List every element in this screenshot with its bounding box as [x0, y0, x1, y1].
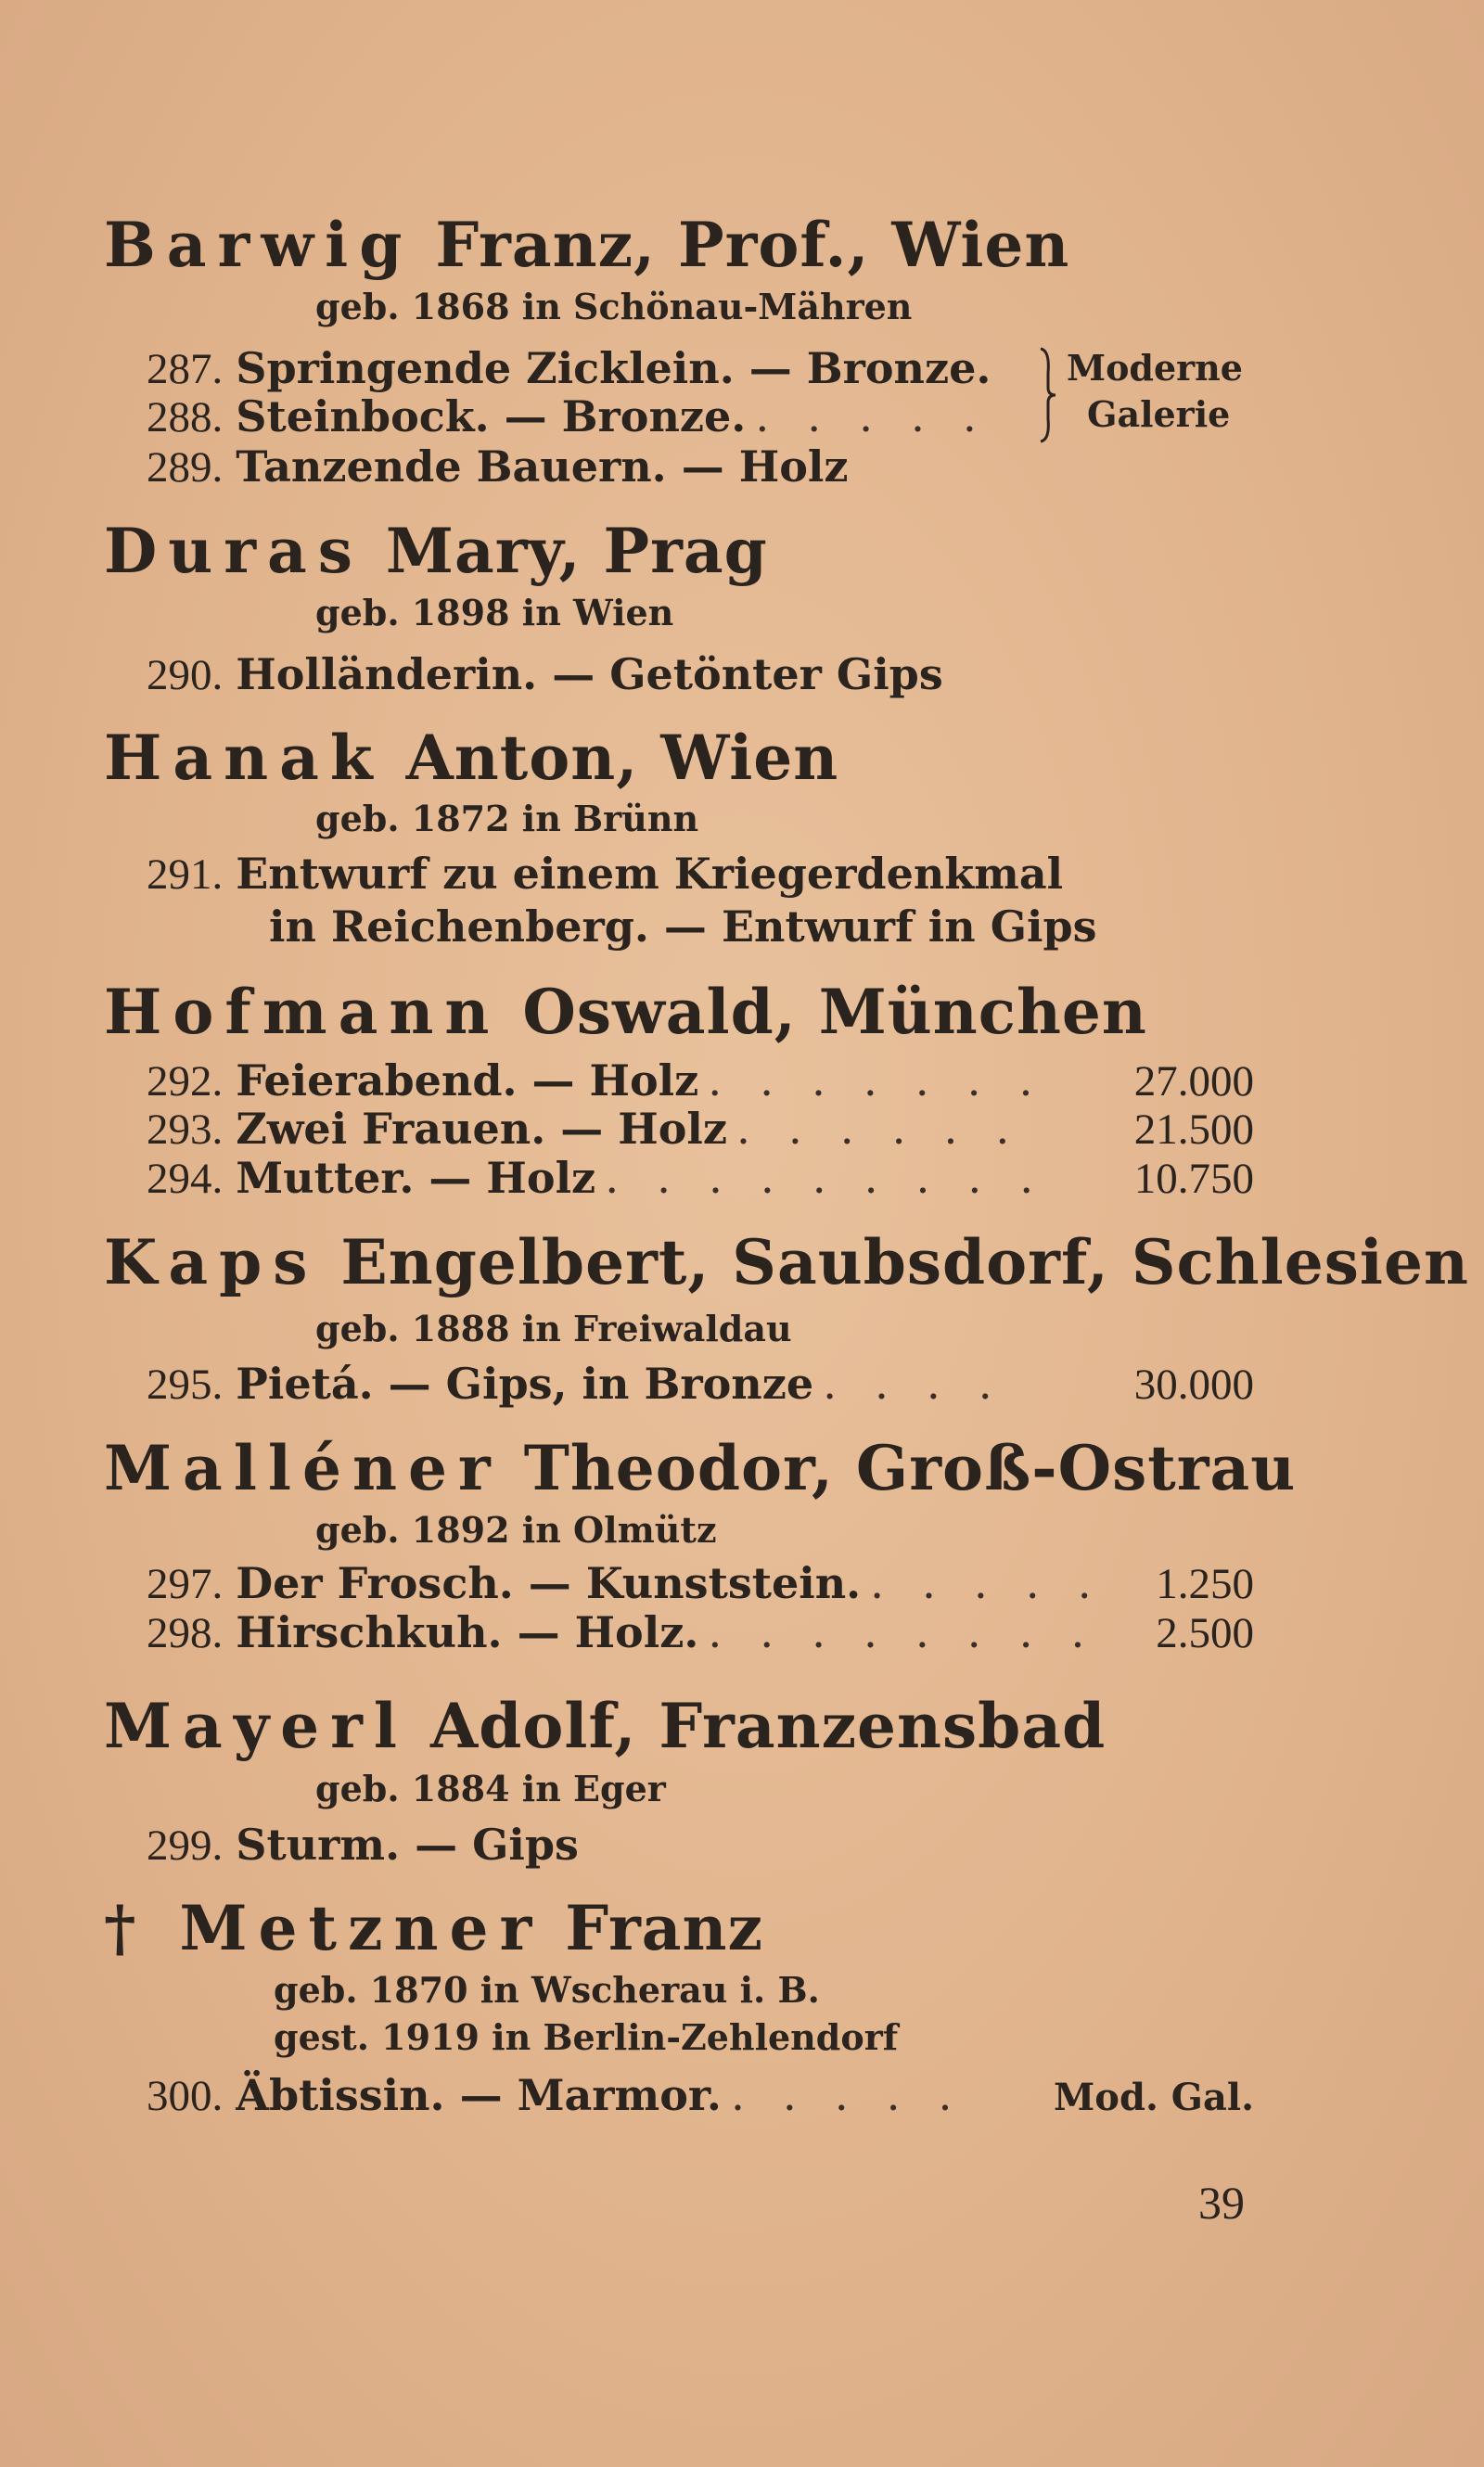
artist-heading: [104, 976, 1147, 1048]
artist-surname: Barwig: [104, 209, 414, 281]
birth-info: geb. 1892 in Olmütz: [315, 1509, 717, 1551]
catalog-entry: [147, 2070, 1254, 2121]
leader-dots: . . . . .: [870, 1558, 1104, 1609]
catalog-entry: [147, 1359, 1254, 1410]
entry-title: Tanzende Bauern. — Holz: [236, 441, 849, 492]
entry-title: Sturm. — Gips: [236, 1820, 579, 1870]
entry-number: 297.: [147, 1560, 224, 1608]
entry-number: 288.: [147, 393, 224, 441]
entry-title: Springende Zicklein. — Bronze.: [236, 343, 991, 393]
artist-details: Oswald, München: [522, 976, 1147, 1048]
birth-info: geb. 1870 in Wscherau i. B.: [274, 1969, 820, 2011]
artist-heading: [104, 1690, 1106, 1762]
entry-number: 300.: [147, 2072, 224, 2120]
artist-details: Anton, Wien: [405, 722, 839, 794]
entry-price: 10.750: [1133, 1155, 1254, 1203]
catalog-entry: [147, 1607, 1254, 1658]
leader-dots: . . . .: [823, 1359, 1004, 1410]
catalog-entry: [147, 649, 1254, 700]
artist-details: Mary, Prag: [385, 515, 768, 587]
artist-surname: Hofmann: [104, 976, 501, 1048]
artist-surname: Kaps: [104, 1226, 319, 1298]
entry-price: 30.000: [1133, 1361, 1254, 1409]
location-note: Galerie: [1087, 393, 1231, 435]
entry-location: Mod. Gal.: [1054, 2076, 1254, 2119]
leader-dots: . . . . . . . . .: [605, 1153, 1046, 1204]
entry-title: Hirschkuh. — Holz.: [236, 1607, 699, 1657]
entry-title: Pietá. — Gips, in Bronze: [236, 1359, 814, 1409]
leader-dots: . . . . .: [755, 391, 989, 442]
artist-heading: [104, 515, 768, 587]
catalog-entry: [147, 1820, 1254, 1871]
artist-details: Franz, Prof., Wien: [435, 209, 1070, 281]
entry-title: Zwei Frauen. — Holz: [236, 1104, 728, 1154]
catalog-entry: [147, 1104, 1254, 1155]
artist-heading: [104, 1892, 763, 1964]
artist-details: Franz: [565, 1892, 763, 1964]
catalog-entry: [147, 1153, 1254, 1204]
brace-mark: [1037, 345, 1059, 445]
entry-continuation: in Reichenberg. — Entwurf in Gips: [269, 901, 1097, 952]
artist-surname: † Metzner: [104, 1892, 544, 1964]
entry-number: 299.: [147, 1821, 224, 1870]
leader-dots: . . . . .: [730, 2070, 965, 2121]
entry-title: Steinbock. — Bronze.: [236, 391, 747, 441]
birth-info: geb. 1884 in Eger: [315, 1768, 666, 1809]
artist-details: Adolf, Franzensbad: [430, 1690, 1107, 1762]
entry-title: Feierabend. — Holz: [236, 1055, 699, 1106]
entry-number: 293.: [147, 1106, 224, 1154]
artist-heading: [104, 1226, 1469, 1298]
leader-dots: . . . . . . .: [708, 1055, 1045, 1106]
entry-title: Der Frosch. — Kunststein.: [236, 1558, 862, 1608]
entry-title: Holländerin. — Getönter Gips: [236, 649, 943, 699]
catalog-entry: [147, 391, 1028, 442]
artist-surname: Malléner: [104, 1432, 502, 1504]
catalog-entry: [147, 343, 1028, 394]
entry-number: 290.: [147, 651, 224, 699]
artist-heading: [104, 209, 1069, 281]
artist-surname: Hanak: [104, 722, 384, 794]
entry-price: 21.500: [1133, 1106, 1254, 1154]
entry-price: 1.250: [1156, 1560, 1254, 1608]
catalog-entry: [147, 441, 1254, 492]
birth-info: geb. 1898 in Wien: [315, 592, 674, 633]
birth-info: geb. 1868 in Schönau-Mähren: [315, 286, 913, 327]
artist-details: Engelbert, Saubsdorf, Schlesien: [340, 1226, 1469, 1298]
death-info: gest. 1919 in Berlin-Zehlendorf: [274, 2016, 899, 2058]
entry-price: 2.500: [1156, 1609, 1254, 1657]
entry-title: Entwurf zu einem Kriegerdenkmal: [236, 849, 1064, 899]
artist-details: Theodor, Groß-Ostrau: [523, 1432, 1297, 1504]
catalog-entry: [147, 1558, 1254, 1609]
artist-surname: Duras: [104, 515, 364, 587]
birth-info: geb. 1872 in Brünn: [315, 798, 699, 839]
artist-surname: Mayerl: [104, 1690, 409, 1762]
catalog-entry: [147, 1055, 1254, 1106]
entry-price: 27.000: [1133, 1057, 1254, 1106]
artist-heading: [104, 1432, 1296, 1504]
entry-title: Mutter. — Holz: [236, 1153, 596, 1203]
entry-number: 295.: [147, 1361, 224, 1409]
leader-dots: . . . . . .: [736, 1104, 1022, 1155]
entry-number: 294.: [147, 1155, 224, 1203]
catalog-entry: [147, 849, 1254, 900]
entry-number: 298.: [147, 1609, 224, 1657]
entry-number: 292.: [147, 1057, 224, 1106]
birth-info: geb. 1888 in Freiwaldau: [315, 1308, 792, 1349]
leader-dots: . . . . . . . .: [708, 1607, 1097, 1658]
entry-number: 291.: [147, 850, 224, 899]
entry-number: 287.: [147, 345, 224, 393]
entry-title: Äbtissin. — Marmor.: [236, 2070, 722, 2120]
location-note: Moderne: [1067, 347, 1243, 389]
entry-number: 289.: [147, 443, 224, 492]
artist-heading: [104, 722, 838, 794]
page-number: 39: [1198, 2177, 1245, 2229]
